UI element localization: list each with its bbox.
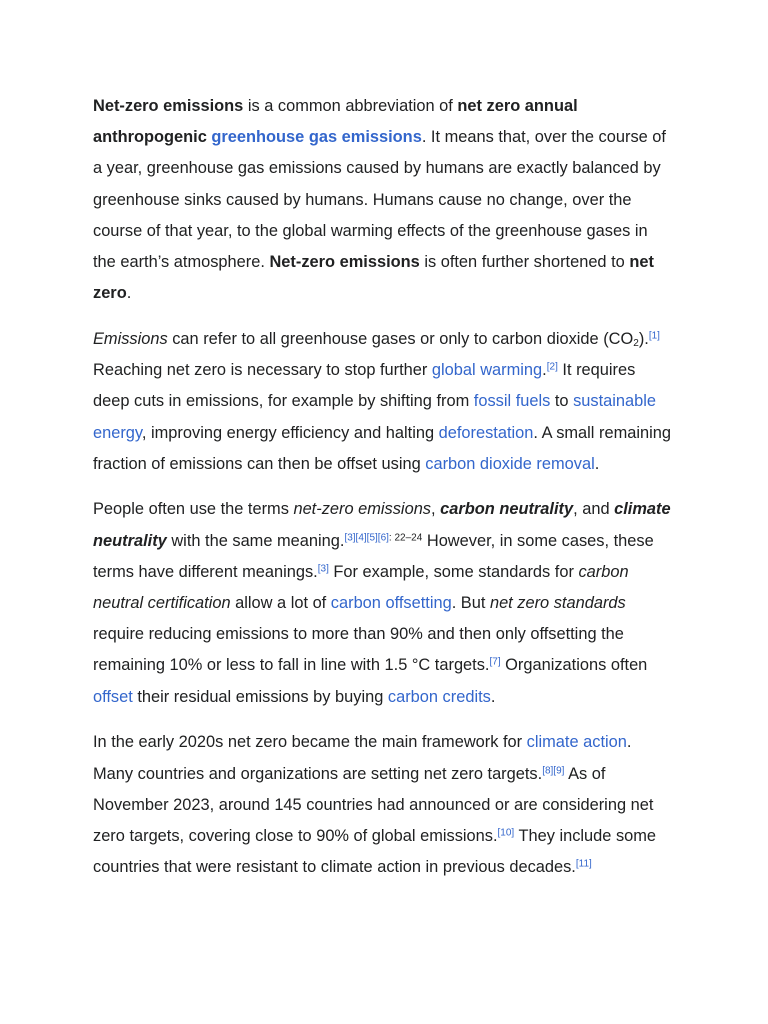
body-text: , and	[573, 500, 615, 519]
link-climate-action[interactable]: climate action	[526, 733, 627, 752]
body-text: .	[126, 284, 132, 303]
italic-term: net zero standards	[489, 594, 626, 613]
link-carbon-credits[interactable]: carbon credits	[387, 687, 491, 706]
body-text: can refer to all greenhouse gases or only to carbon dioxide (CO	[167, 329, 634, 348]
article-body	[93, 91, 673, 898]
body-text: However, in some cases, these terms have different meanings.	[93, 531, 654, 581]
body-text: People often use the terms	[93, 500, 294, 519]
bold-term: Net-zero emissions	[269, 253, 420, 272]
subscript: 2	[633, 337, 639, 349]
body-text: Organizations often	[500, 656, 648, 675]
citation-pages: : 22–24	[388, 532, 423, 544]
link-deforestation[interactable]: deforestation	[438, 423, 534, 442]
citation-ref-3[interactable]: [3]	[317, 563, 329, 575]
paragraph-emissions-scope	[93, 324, 673, 480]
link-greenhouse-gas-emissions[interactable]: greenhouse gas emissions	[211, 128, 422, 147]
bold-italic-term: climate neutrality	[93, 500, 671, 550]
body-text: is often further shortened to	[419, 253, 630, 272]
citation-ref-11[interactable]: [11]	[575, 858, 592, 870]
body-text: They include some countries that were resistant to climate action in previous decades.	[93, 826, 657, 877]
citation-ref-2[interactable]: [2]	[546, 361, 558, 373]
paragraph-terminology	[93, 494, 673, 712]
body-text: .	[490, 687, 496, 706]
body-text: In the early 2020s net zero became the main framework for	[93, 733, 527, 752]
body-text: to	[550, 392, 574, 411]
body-text: is a common abbreviation of	[243, 97, 458, 115]
italic-term: net-zero emissions	[293, 500, 432, 519]
link-offset[interactable]: offset	[93, 687, 133, 706]
body-text: . But	[451, 594, 490, 613]
body-text: , improving energy efficiency and halting	[141, 423, 439, 442]
link-carbon-offsetting[interactable]: carbon offsetting	[330, 594, 452, 613]
citation-ref-10[interactable]: [10]	[497, 827, 515, 839]
body-text: . A small remaining fraction of emissions can then be offset using	[93, 423, 671, 473]
body-text: ,	[431, 500, 441, 519]
body-text: It requires deep cuts in emissions, for example by shifting from	[93, 361, 636, 411]
bold-italic-term: carbon neutrality	[440, 500, 574, 519]
bold-term: net zero	[93, 253, 654, 303]
body-text: with the same meaning.	[166, 531, 345, 550]
bold-term: net zero annual anthropogenic	[93, 97, 578, 147]
body-text: Reaching net zero is necessary to stop further	[93, 361, 432, 380]
body-text: their residual emissions by buying	[132, 687, 388, 706]
body-text: . It means that, over the course of a year, greenhouse gas emissions caused by humans are exactly balanced by greenhouse sinks caused by humans. Humans cause no change, over the course of that year, to the global warming effects of the greenhouse gases in the earth’s atmosphere.	[93, 128, 666, 272]
body-text: . Many countries and organizations are setting net zero targets.	[93, 733, 632, 783]
paragraph-adoption	[93, 727, 673, 883]
paragraph-definition	[93, 91, 673, 309]
citation-ref-1[interactable]: [1]	[648, 330, 660, 342]
body-text: require reducing emissions to more than 90% and then only offsetting the remaining 10% or less to fall in line with 1.5 °C targets.	[93, 625, 624, 675]
link-fossil-fuels[interactable]: fossil fuels	[473, 392, 551, 411]
italic-term: carbon neutral certification	[93, 562, 629, 613]
body-text: As of November 2023, around 145 countries had announced or are considering net zero targets, covering close to 90% of global emissions.	[93, 764, 654, 845]
link-carbon-dioxide-removal[interactable]: carbon dioxide removal	[425, 454, 595, 473]
body-text: .	[542, 361, 547, 380]
citation-ref-7[interactable]: [7]	[489, 656, 501, 668]
bold-term: Net-zero emissions	[93, 97, 244, 115]
body-text: For example, some standards for	[328, 562, 579, 581]
link-global-warming[interactable]: global warming	[431, 361, 543, 380]
citation-ref-3-4-5-6[interactable]: [3][4][5][6]	[344, 532, 389, 544]
body-text: ).	[638, 329, 649, 348]
citation-ref-8-9[interactable]: [8][9]	[542, 765, 565, 777]
body-text: .	[594, 454, 600, 473]
link-sustainable-energy[interactable]: sustainable energy	[93, 392, 657, 442]
body-text: allow a lot of	[230, 594, 331, 613]
italic-term: Emissions	[93, 329, 168, 348]
